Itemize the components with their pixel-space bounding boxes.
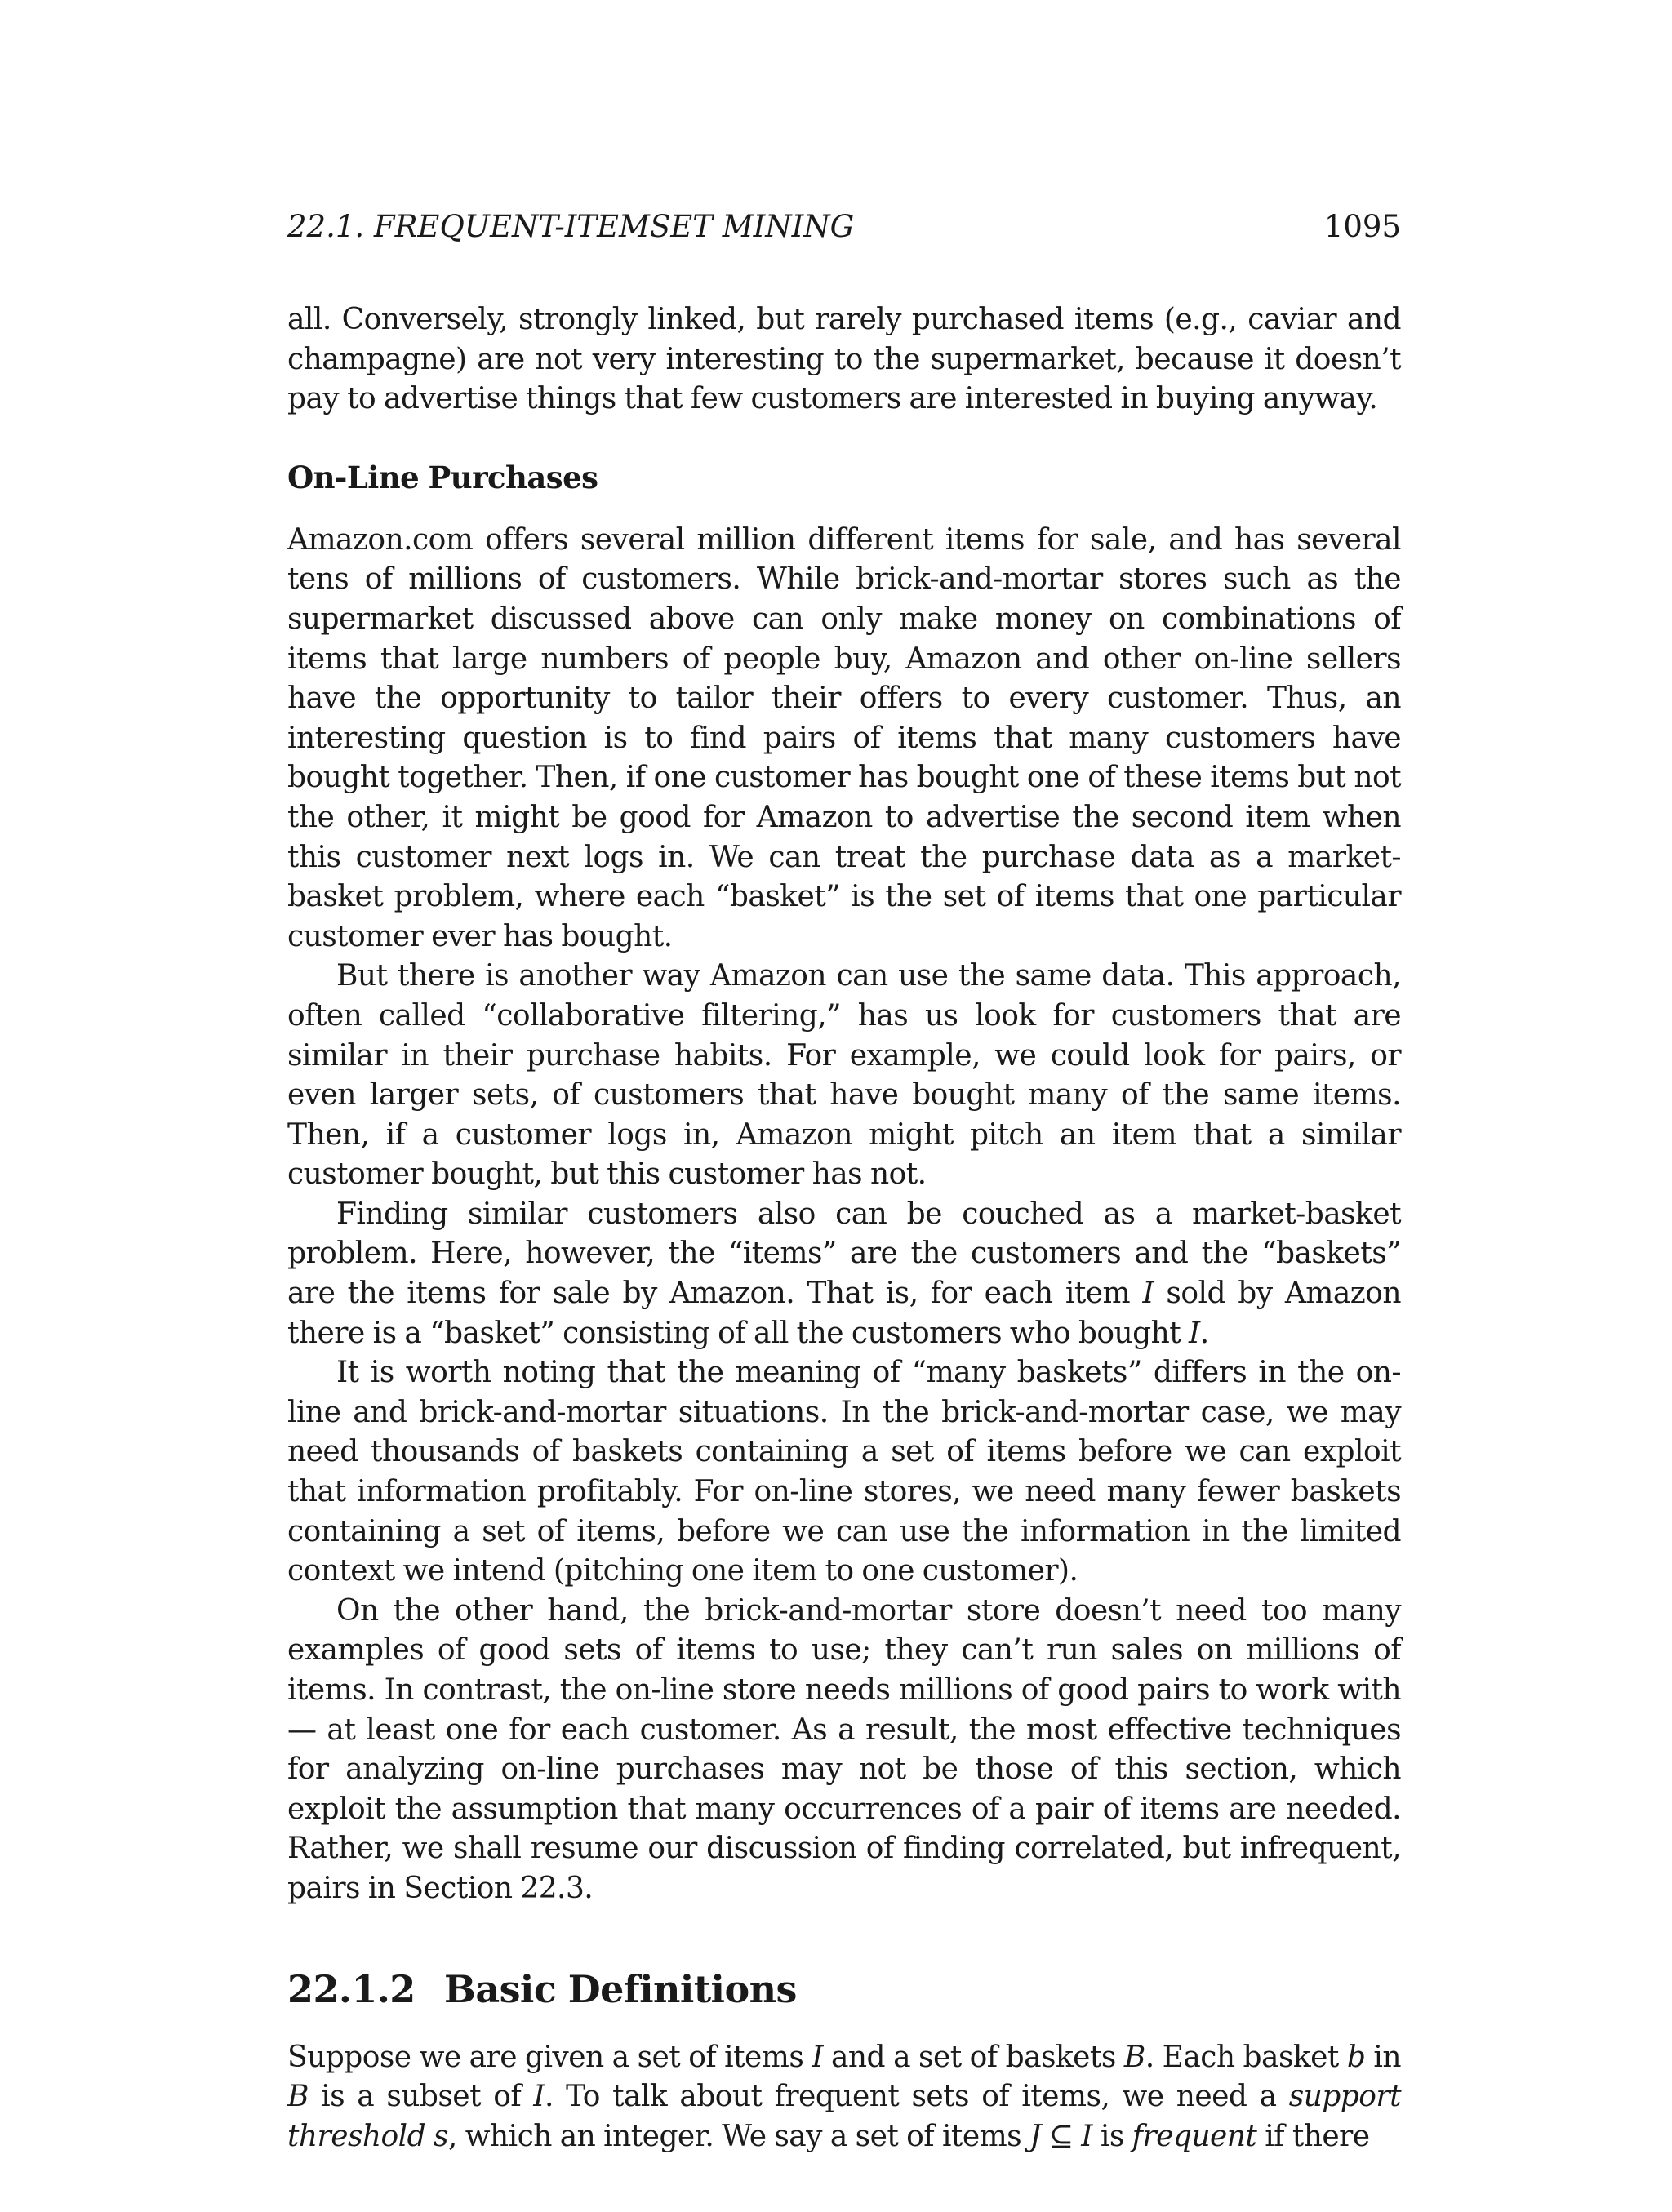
text-run: . To talk about frequent sets of items, we need a (544, 2080, 1289, 2114)
section-number: 22.1.2 (287, 1966, 416, 2011)
math-variable: B (287, 2080, 309, 2114)
paragraph-online-purchases: Amazon.com offers several million different items for sale, and has several tens of millions of customers. While brick-and-mortar stores such as the supermarket discussed above can only make money on combinations of items that large numbers of people buy, Amazon and other on-line sellers have the opportunity to tailor their offers to every customer. Thus, an interesting question is to find pairs of items that many customers have bought together. Then, if one customer has bought one of these items but not the other, it might be good for Amazon to advertise the second item when this customer next logs in. We can treat the purchase data as a market-basket problem, where each “basket” is the set of items that one particular customer ever has bought. (287, 522, 1401, 953)
text-run: if there (1256, 2119, 1370, 2153)
body-text (287, 300, 1401, 2156)
math-variable: b (1346, 2040, 1366, 2074)
page-number: 1095 (1323, 209, 1401, 244)
text-run: sold by Amazon there is a “basket” consisting of all the customers who bought (287, 1277, 1401, 1350)
math-variable: I (1081, 2119, 1092, 2153)
paragraph-continuation: all. Conversely, strongly linked, but rarely purchased items (e.g., caviar and champagne) are not very interesting to the supermarket, because it doesn’t pay to advertise things that few customers are interested in buying anyway. (287, 303, 1401, 416)
emphasis-term: frequent (1132, 2119, 1257, 2153)
section-heading (287, 1965, 1401, 2014)
text-run: Finding similar customers also can be couched as a market-basket problem. Here, however, the “items” are the customers and the “baskets” are the items for sale by Amazon. That is, for each item (287, 1197, 1401, 1311)
paragraph-many-baskets: It is worth noting that the meaning of “many baskets” differs in the on-line and brick-and-mortar situations. In the brick-and-mortar case, we may need thousands of baskets containing a set of items before we can exploit that information profitably. For on-line stores, we need many fewer baskets containing a set of items, before we can use the information in the limited context we intend (pitching one item to one customer). (287, 1356, 1401, 1588)
math-variable: I (533, 2080, 545, 2114)
paragraph-collaborative-filtering: But there is another way Amazon can use the same data. This approach, often called “collaborative filtering,” has us look for customers that are similar in their purchase habits. For example, we could look for pairs, or even larger sets, of customers that have bought many of the same items. Then, if a customer logs in, Amazon might pitch an item that a similar customer bought, but this customer has not. (287, 959, 1401, 1192)
text-run: is (1092, 2119, 1132, 2153)
text-run: . Each basket (1145, 2040, 1347, 2074)
subsection-heading: On-Line Purchases (287, 459, 598, 495)
paragraph-similar-customers (287, 1195, 1401, 1353)
text-run: in (1365, 2040, 1401, 2074)
subset-symbol: ⊆ (1040, 2119, 1082, 2153)
math-variable: J (1029, 2119, 1041, 2153)
math-variable: I (1142, 1277, 1154, 1311)
text-run: . (1199, 1316, 1209, 1350)
running-head (287, 202, 1401, 251)
emphasis-term: support threshold s (287, 2080, 1401, 2153)
running-head-section-title: 22.1. FREQUENT-ITEMSET MINING (287, 209, 855, 244)
text-run: is a subset of (308, 2080, 534, 2114)
math-variable: I (1189, 1316, 1200, 1350)
text-run: and a set of baskets (822, 2040, 1124, 2074)
section-title: Basic Definitions (444, 1966, 797, 2011)
paragraph-other-hand: On the other hand, the brick-and-mortar store doesn’t need too many examples of good sets of items to use; they can’t run sales on millions of items. In contrast, the on-line store needs millions of good pairs to work with — at least one for each customer. As a result, the most effective techniques for analyzing on-line purchases may not be those of this section, which exploit the assumption that many occurrences of a pair of items are needed. Rather, we shall resume our discussion of finding correlated, but infrequent, pairs in Section 22.3. (287, 1593, 1401, 1905)
paragraph-basic-definitions (287, 2038, 1401, 2157)
math-variable: B (1123, 2040, 1145, 2074)
text-run: , which an integer. We say a set of items (447, 2119, 1029, 2153)
text-run: Suppose we are given a set of items (287, 2040, 812, 2074)
math-variable: I (812, 2040, 823, 2074)
